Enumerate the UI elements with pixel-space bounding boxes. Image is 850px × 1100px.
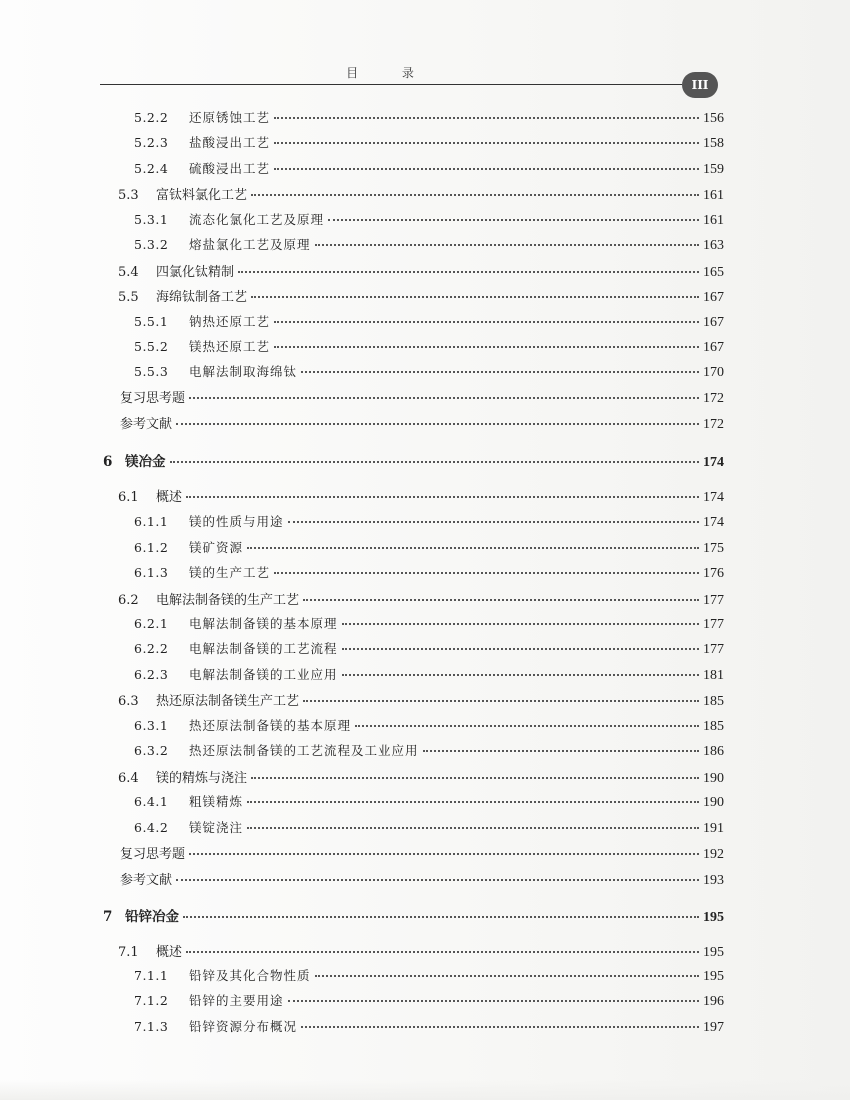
dot-leader xyxy=(251,776,699,779)
toc-entry[interactable] xyxy=(118,286,724,306)
toc-entry[interactable] xyxy=(134,792,724,812)
dot-leader xyxy=(288,999,699,1002)
toc-entry-page: 181 xyxy=(703,668,724,683)
toc-entry-title: 电解法制备镁的工业应用 xyxy=(189,667,338,682)
toc-entry-title: 热还原法制备镁生产工艺 xyxy=(156,694,300,709)
toc-entry[interactable] xyxy=(120,387,724,407)
toc-entry-title: 概述 xyxy=(156,490,183,505)
dot-leader xyxy=(274,167,699,170)
toc-entry[interactable] xyxy=(134,991,724,1011)
toc-entry-page: 159 xyxy=(703,162,724,177)
dot-leader xyxy=(328,218,699,221)
toc-entry-number: 7.1.3 xyxy=(134,1019,169,1034)
toc-entry-number: 6.3.2 xyxy=(134,743,169,758)
toc-entry[interactable] xyxy=(134,665,724,685)
toc-entry-page: 190 xyxy=(703,771,724,786)
toc-entry[interactable] xyxy=(134,210,724,230)
toc-entry-title: 热还原法制备镁的工艺流程及工业应用 xyxy=(189,743,419,758)
toc-entry[interactable] xyxy=(134,538,724,558)
toc-entry-number: 6.2.3 xyxy=(134,667,169,682)
dot-leader xyxy=(301,370,699,373)
toc-entry-page: 185 xyxy=(703,694,724,709)
toc-entry-page: 161 xyxy=(703,213,724,228)
toc-entry-title: 富钛料氯化工艺 xyxy=(156,188,248,203)
dot-leader xyxy=(355,724,699,727)
dot-leader xyxy=(274,345,699,348)
toc-entry-title: 铅锌的主要用途 xyxy=(189,993,284,1008)
toc-entry-number: 6.2.1 xyxy=(134,616,169,631)
toc-entry-title: 复习思考题 xyxy=(120,391,186,406)
toc-entry-number: 6.2 xyxy=(118,593,139,608)
toc-entry-page: 172 xyxy=(703,417,724,432)
toc-entry[interactable] xyxy=(118,184,724,204)
toc-entry-page: 156 xyxy=(703,111,724,126)
toc-entry-number: 5.3.2 xyxy=(134,237,169,252)
toc-entry-number: 5.2.2 xyxy=(134,110,169,125)
toc-entry-page: 191 xyxy=(703,821,724,836)
toc-entry[interactable] xyxy=(134,159,724,179)
toc-entry-title: 复习思考题 xyxy=(120,847,186,862)
toc-entry-page: 165 xyxy=(703,265,724,280)
dot-leader xyxy=(274,141,699,144)
toc-entry-title: 硫酸浸出工艺 xyxy=(189,161,271,176)
toc-entry-page: 193 xyxy=(703,873,724,888)
dot-leader xyxy=(303,699,699,702)
dot-leader xyxy=(342,673,699,676)
toc-entry-number: 5.5.3 xyxy=(134,364,169,379)
toc-entry-number: 7.1.1 xyxy=(134,968,169,983)
dot-leader xyxy=(238,270,699,273)
toc-entry-page: 197 xyxy=(703,1020,724,1035)
toc-entry-title: 钠热还原工艺 xyxy=(189,314,271,329)
toc-entry[interactable] xyxy=(134,512,724,532)
toc-entry-page: 190 xyxy=(703,795,724,810)
toc-entry[interactable] xyxy=(134,741,724,761)
toc-entry-title: 四氯化钛精制 xyxy=(156,265,235,280)
toc-entry-page: 172 xyxy=(703,391,724,406)
toc-entry[interactable] xyxy=(134,362,724,382)
toc-entry-page: 163 xyxy=(703,238,724,253)
dot-leader xyxy=(315,243,699,246)
dot-leader xyxy=(247,826,699,829)
toc-entry[interactable] xyxy=(118,941,724,961)
toc-entry-page: 195 xyxy=(703,969,724,984)
toc-entry-title: 参考文献 xyxy=(120,417,173,432)
toc-entry-page: 186 xyxy=(703,744,724,759)
toc-entry[interactable] xyxy=(134,563,724,583)
toc-entry-number: 6.4 xyxy=(118,771,139,786)
toc-entry-title: 热还原法制备镁的基本原理 xyxy=(189,718,352,733)
toc-entry-number: 6.2.2 xyxy=(134,641,169,656)
toc-entry-title: 镁冶金 xyxy=(125,454,166,470)
toc-entry[interactable] xyxy=(118,690,724,710)
dot-leader xyxy=(186,495,699,498)
toc-entry-title: 铅锌资源分布概况 xyxy=(189,1019,298,1034)
toc-entry-number: 5.2.3 xyxy=(134,135,169,150)
dot-leader xyxy=(247,546,699,549)
toc-entry-number: 6.4.2 xyxy=(134,820,169,835)
toc-entry-title: 海绵钛制备工艺 xyxy=(156,290,248,305)
dot-leader xyxy=(342,622,699,625)
toc-entry-title: 铅锌冶金 xyxy=(125,909,179,925)
toc-entry-number: 7 xyxy=(103,909,113,925)
toc-entry-title: 电解法制备镁的生产工艺 xyxy=(156,593,300,608)
toc-entry[interactable] xyxy=(118,589,724,609)
toc-entry-title: 镁的精炼与浇注 xyxy=(156,771,248,786)
toc-entry-title: 镁的性质与用途 xyxy=(189,514,284,529)
dot-leader xyxy=(247,800,699,803)
toc-entry-page: 167 xyxy=(703,340,724,355)
toc-entry[interactable] xyxy=(134,337,724,357)
toc-entry-number: 6.4.1 xyxy=(134,794,169,809)
toc-entry-page: 175 xyxy=(703,541,724,556)
toc-entry-title: 镁的生产工艺 xyxy=(189,565,271,580)
toc-entry-title: 镁矿资源 xyxy=(189,540,244,555)
toc-entry-title: 概述 xyxy=(156,945,183,960)
dot-leader xyxy=(183,915,699,918)
toc-entry-title: 铅锌及其化合物性质 xyxy=(189,968,311,983)
toc-entry-number: 6.1 xyxy=(118,490,139,505)
toc-entry-page: 174 xyxy=(703,490,724,505)
toc-entry-title: 电解法制取海绵钛 xyxy=(189,364,298,379)
toc-entry-title: 还原锈蚀工艺 xyxy=(189,110,271,125)
toc-entry-number: 6 xyxy=(103,454,113,470)
header-title: 目 录 xyxy=(346,66,434,80)
toc-entry[interactable] xyxy=(134,966,724,986)
dot-leader xyxy=(342,647,699,650)
toc-entry-page: 170 xyxy=(703,365,724,380)
toc-entry-title: 参考文献 xyxy=(120,873,173,888)
toc-entry-number: 6.3 xyxy=(118,694,139,709)
dot-leader xyxy=(251,295,699,298)
toc-entry-number: 5.3.1 xyxy=(134,212,169,227)
dot-leader xyxy=(176,422,699,425)
toc-entry-page: 167 xyxy=(703,315,724,330)
toc-entry-page: 174 xyxy=(703,515,724,530)
toc-entry-title: 熔盐氯化工艺及原理 xyxy=(189,237,311,252)
toc-entry-number: 5.4 xyxy=(118,265,139,280)
dot-leader xyxy=(189,396,699,399)
toc-entry-title: 流态化氯化工艺及原理 xyxy=(189,212,325,227)
toc-entry-title: 镁锭浇注 xyxy=(189,820,244,835)
toc-entry[interactable] xyxy=(134,614,724,634)
toc-entry[interactable] xyxy=(118,767,724,787)
dot-leader xyxy=(315,974,699,977)
dot-leader xyxy=(274,116,699,119)
dot-leader xyxy=(274,571,699,574)
toc-entry-number: 6.1.1 xyxy=(134,514,169,529)
toc-entry-page: 195 xyxy=(703,910,724,925)
toc-entry-page: 158 xyxy=(703,136,724,151)
toc-entry[interactable] xyxy=(120,869,724,889)
toc-entry-page: 195 xyxy=(703,945,724,960)
toc-entry[interactable] xyxy=(134,235,724,255)
toc-entry-title: 电解法制备镁的基本原理 xyxy=(189,616,338,631)
toc-entry[interactable] xyxy=(103,450,724,470)
toc-entry[interactable] xyxy=(103,905,724,925)
toc-entry[interactable] xyxy=(118,486,724,506)
toc-entry-number: 5.3 xyxy=(118,188,139,203)
toc-entry-title: 镁热还原工艺 xyxy=(189,339,271,354)
dot-leader xyxy=(274,320,699,323)
toc-entry-page: 161 xyxy=(703,188,724,203)
toc-entry[interactable] xyxy=(134,108,724,128)
dot-leader xyxy=(303,598,699,601)
toc-entry-number: 5.5 xyxy=(118,290,139,305)
toc-entry-number: 5.5.1 xyxy=(134,314,169,329)
dot-leader xyxy=(176,878,699,881)
toc-entry-number: 7.1.2 xyxy=(134,993,169,1008)
toc-entry-page: 185 xyxy=(703,719,724,734)
toc-entry[interactable] xyxy=(120,413,724,433)
toc-entry-page: 167 xyxy=(703,290,724,305)
toc-entry-number: 6.1.3 xyxy=(134,565,169,580)
toc-entry[interactable] xyxy=(118,261,724,281)
toc-entry-number: 6.1.2 xyxy=(134,540,169,555)
toc-entry[interactable] xyxy=(134,133,724,153)
toc-entry-title: 电解法制备镁的工艺流程 xyxy=(189,641,338,656)
dot-leader xyxy=(251,193,699,196)
toc-entry-page: 177 xyxy=(703,642,724,657)
dot-leader xyxy=(170,460,700,463)
toc-entry-number: 5.2.4 xyxy=(134,161,169,176)
toc-entry-number: 6.3.1 xyxy=(134,718,169,733)
toc-entry-page: 192 xyxy=(703,847,724,862)
toc-entry-page: 174 xyxy=(703,455,724,470)
toc-entry[interactable] xyxy=(134,716,724,736)
toc-entry-page: 177 xyxy=(703,617,724,632)
dot-leader xyxy=(186,950,699,953)
toc-entry[interactable] xyxy=(134,312,724,332)
toc-entry-title: 盐酸浸出工艺 xyxy=(189,135,271,150)
page-number-badge: III xyxy=(682,72,718,98)
toc-entry[interactable] xyxy=(120,843,724,863)
toc-entry-number: 5.5.2 xyxy=(134,339,169,354)
dot-leader xyxy=(288,520,699,523)
toc-entry-title: 粗镁精炼 xyxy=(189,794,244,809)
toc-entry-page: 176 xyxy=(703,566,724,581)
toc-entry-number: 7.1 xyxy=(118,945,139,960)
toc-entry-page: 196 xyxy=(703,994,724,1009)
dot-leader xyxy=(301,1025,699,1028)
toc-entry-page: 177 xyxy=(703,593,724,608)
toc-entry[interactable] xyxy=(134,1017,724,1037)
dot-leader xyxy=(189,852,699,855)
dot-leader xyxy=(423,749,699,752)
toc-entry[interactable] xyxy=(134,639,724,659)
toc-entry[interactable] xyxy=(134,818,724,838)
